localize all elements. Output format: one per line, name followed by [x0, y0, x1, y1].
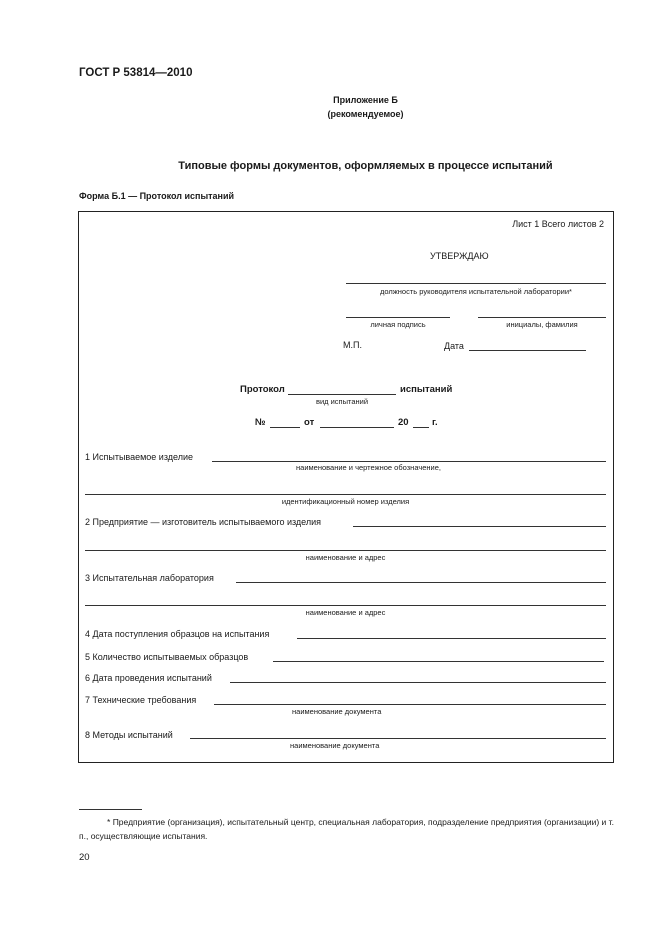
item-2-label: 2 Предприятие — изготовитель испытываемого изделия — [85, 517, 322, 527]
date-label: Дата — [444, 341, 464, 351]
protocol-word: Протокол — [240, 384, 285, 395]
item-3-label: 3 Испытательная лаборатория — [85, 573, 214, 583]
date-line — [469, 350, 586, 351]
footnote: * Предприятие (организация), испытательный центр, специальная лаборатория, подразделение предприятия (организации) и т. п., осуществляющие испытания. — [79, 817, 614, 841]
name-line — [478, 317, 606, 318]
item-1-label: 1 Испытываемое изделие — [85, 452, 193, 462]
approve-heading: УТВЕРЖДАЮ — [430, 251, 489, 261]
item-1-line-2 — [85, 494, 606, 495]
item-4-line — [297, 638, 606, 639]
appendix-status: (рекомендуемое) — [327, 109, 404, 119]
item-2-line-2 — [85, 550, 606, 551]
tests-word: испытаний — [400, 384, 453, 395]
appendix-title: Приложение Б — [333, 95, 398, 105]
signature-caption: личная подпись — [370, 320, 426, 329]
test-type-line — [288, 394, 396, 395]
standard-code: ГОСТ Р 53814—2010 — [79, 67, 193, 79]
item-2-line — [353, 526, 606, 527]
sheet-info: Лист 1 Всего листов 2 — [512, 219, 604, 229]
number-line — [270, 427, 300, 428]
name-caption: инициалы, фамилия — [506, 320, 578, 329]
form-label: Форма Б.1 — Протокол испытаний — [79, 191, 235, 201]
year-line — [413, 427, 429, 428]
item-4-label: 4 Дата поступления образцов на испытания — [85, 629, 270, 639]
item-3-caption: наименование и адрес — [305, 608, 386, 617]
item-7-label: 7 Технические требования — [85, 695, 197, 705]
date-value-line — [320, 427, 394, 428]
item-7-line — [214, 704, 606, 705]
item-3-line — [236, 582, 606, 583]
section-title: Типовые формы документов, оформляемых в процессе испытаний — [178, 160, 553, 172]
item-8-label: 8 Методы испытаний — [85, 730, 173, 740]
from-word: от — [304, 417, 315, 428]
item-8-caption: наименование документа — [290, 741, 380, 750]
item-1-caption-2: идентификационный номер изделия — [281, 497, 410, 506]
test-type-caption: вид испытаний — [315, 397, 369, 406]
item-3-line-2 — [85, 605, 606, 606]
item-1-line — [212, 461, 606, 462]
signature-line — [346, 317, 450, 318]
item-1-caption: наименование и чертежное обозначение, — [296, 463, 441, 472]
number-prefix: № — [255, 417, 266, 428]
page-number: 20 — [79, 852, 90, 863]
item-6-line — [230, 682, 606, 683]
footnote-rule — [79, 809, 142, 810]
item-8-line — [190, 738, 606, 739]
item-5-line — [273, 661, 604, 662]
position-caption: должность руководителя испытательной лаборатории* — [380, 287, 572, 296]
stamp-label: М.П. — [343, 340, 362, 350]
item-7-caption: наименование документа — [292, 707, 382, 716]
year-prefix: 20 — [398, 417, 409, 428]
item-6-label: 6 Дата проведения испытаний — [85, 673, 212, 683]
year-suffix: г. — [432, 417, 438, 428]
item-5-label: 5 Количество испытываемых образцов — [85, 652, 249, 662]
position-line — [346, 283, 606, 284]
item-2-caption: наименование и адрес — [305, 553, 386, 562]
